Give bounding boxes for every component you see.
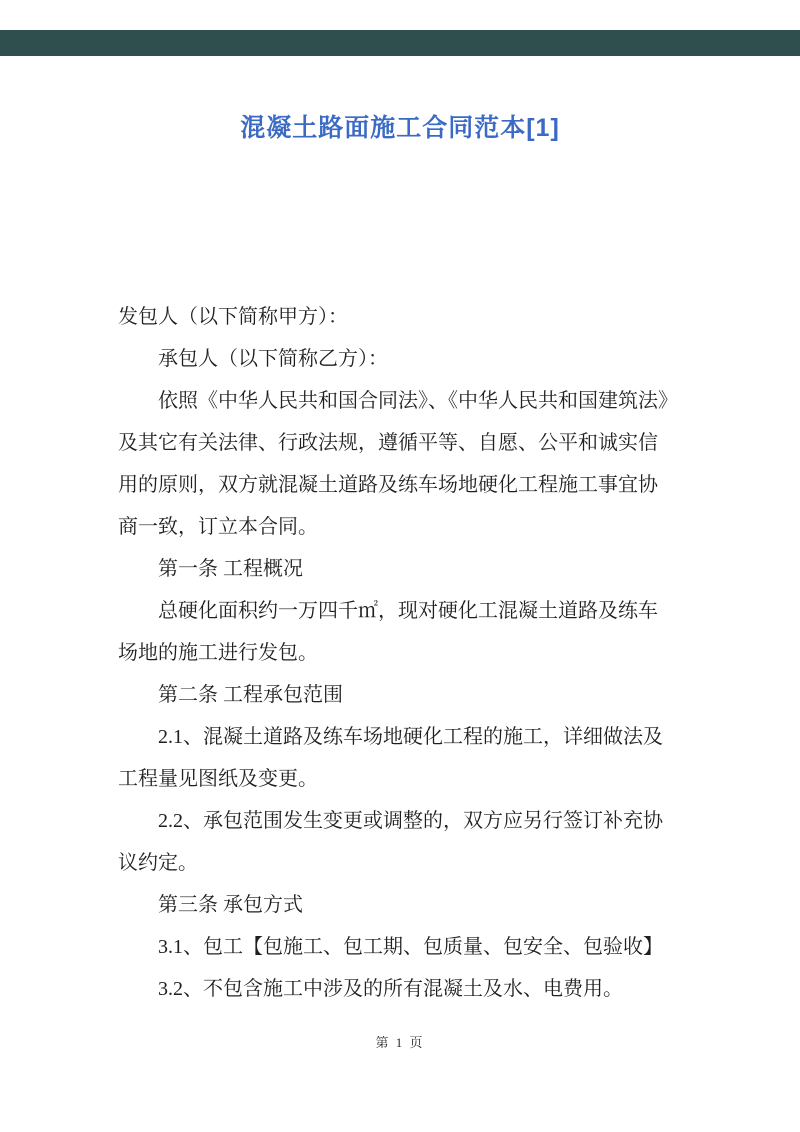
text-line: 依照《中华人民共和国合同法》、《中华人民共和国建筑法》	[158, 390, 678, 412]
text-line: 2.1、混凝土道路及练车场地硬化工程的施工，详细做法及	[158, 726, 663, 748]
text-line: 发包人（以下简称甲方）：	[118, 306, 348, 328]
text-line: 商一致，订立本合同。	[118, 516, 318, 538]
text-line: 场地的施工进行发包。	[118, 642, 318, 664]
text-line: 及其它有关法律、行政法规，遵循平等、自愿、公平和诚实信	[118, 432, 658, 454]
text-line: 3.2、不包含施工中涉及的所有混凝土及水、电费用。	[158, 978, 623, 1000]
text-line: 议约定。	[118, 852, 198, 874]
page-number: 第 1 页	[375, 1035, 425, 1050]
text-line: 2.2、承包范围发生变更或调整的，双方应另行签订补充协	[158, 810, 663, 832]
section-heading: 第一条 工程概况	[158, 558, 303, 580]
document-body	[118, 296, 690, 1010]
text-line: 工程量见图纸及变更。	[118, 768, 318, 790]
text-line: 3.1、包工【包施工、包工期、包质量、包安全、包验收】	[158, 936, 663, 958]
text-line: 总硬化面积约一万四千㎡，现对硬化工混凝土道路及练车	[158, 600, 658, 622]
top-bar	[0, 30, 800, 56]
section-heading: 第二条 工程承包范围	[158, 684, 343, 706]
text-line: 承包人（以下简称乙方）：	[158, 348, 388, 370]
section-heading: 第三条 承包方式	[158, 894, 303, 916]
document-title: 混凝土路面施工合同范本[1]	[240, 114, 560, 142]
text-line: 用的原则，双方就混凝土道路及练车场地硬化工程施工事宜协	[118, 474, 658, 496]
